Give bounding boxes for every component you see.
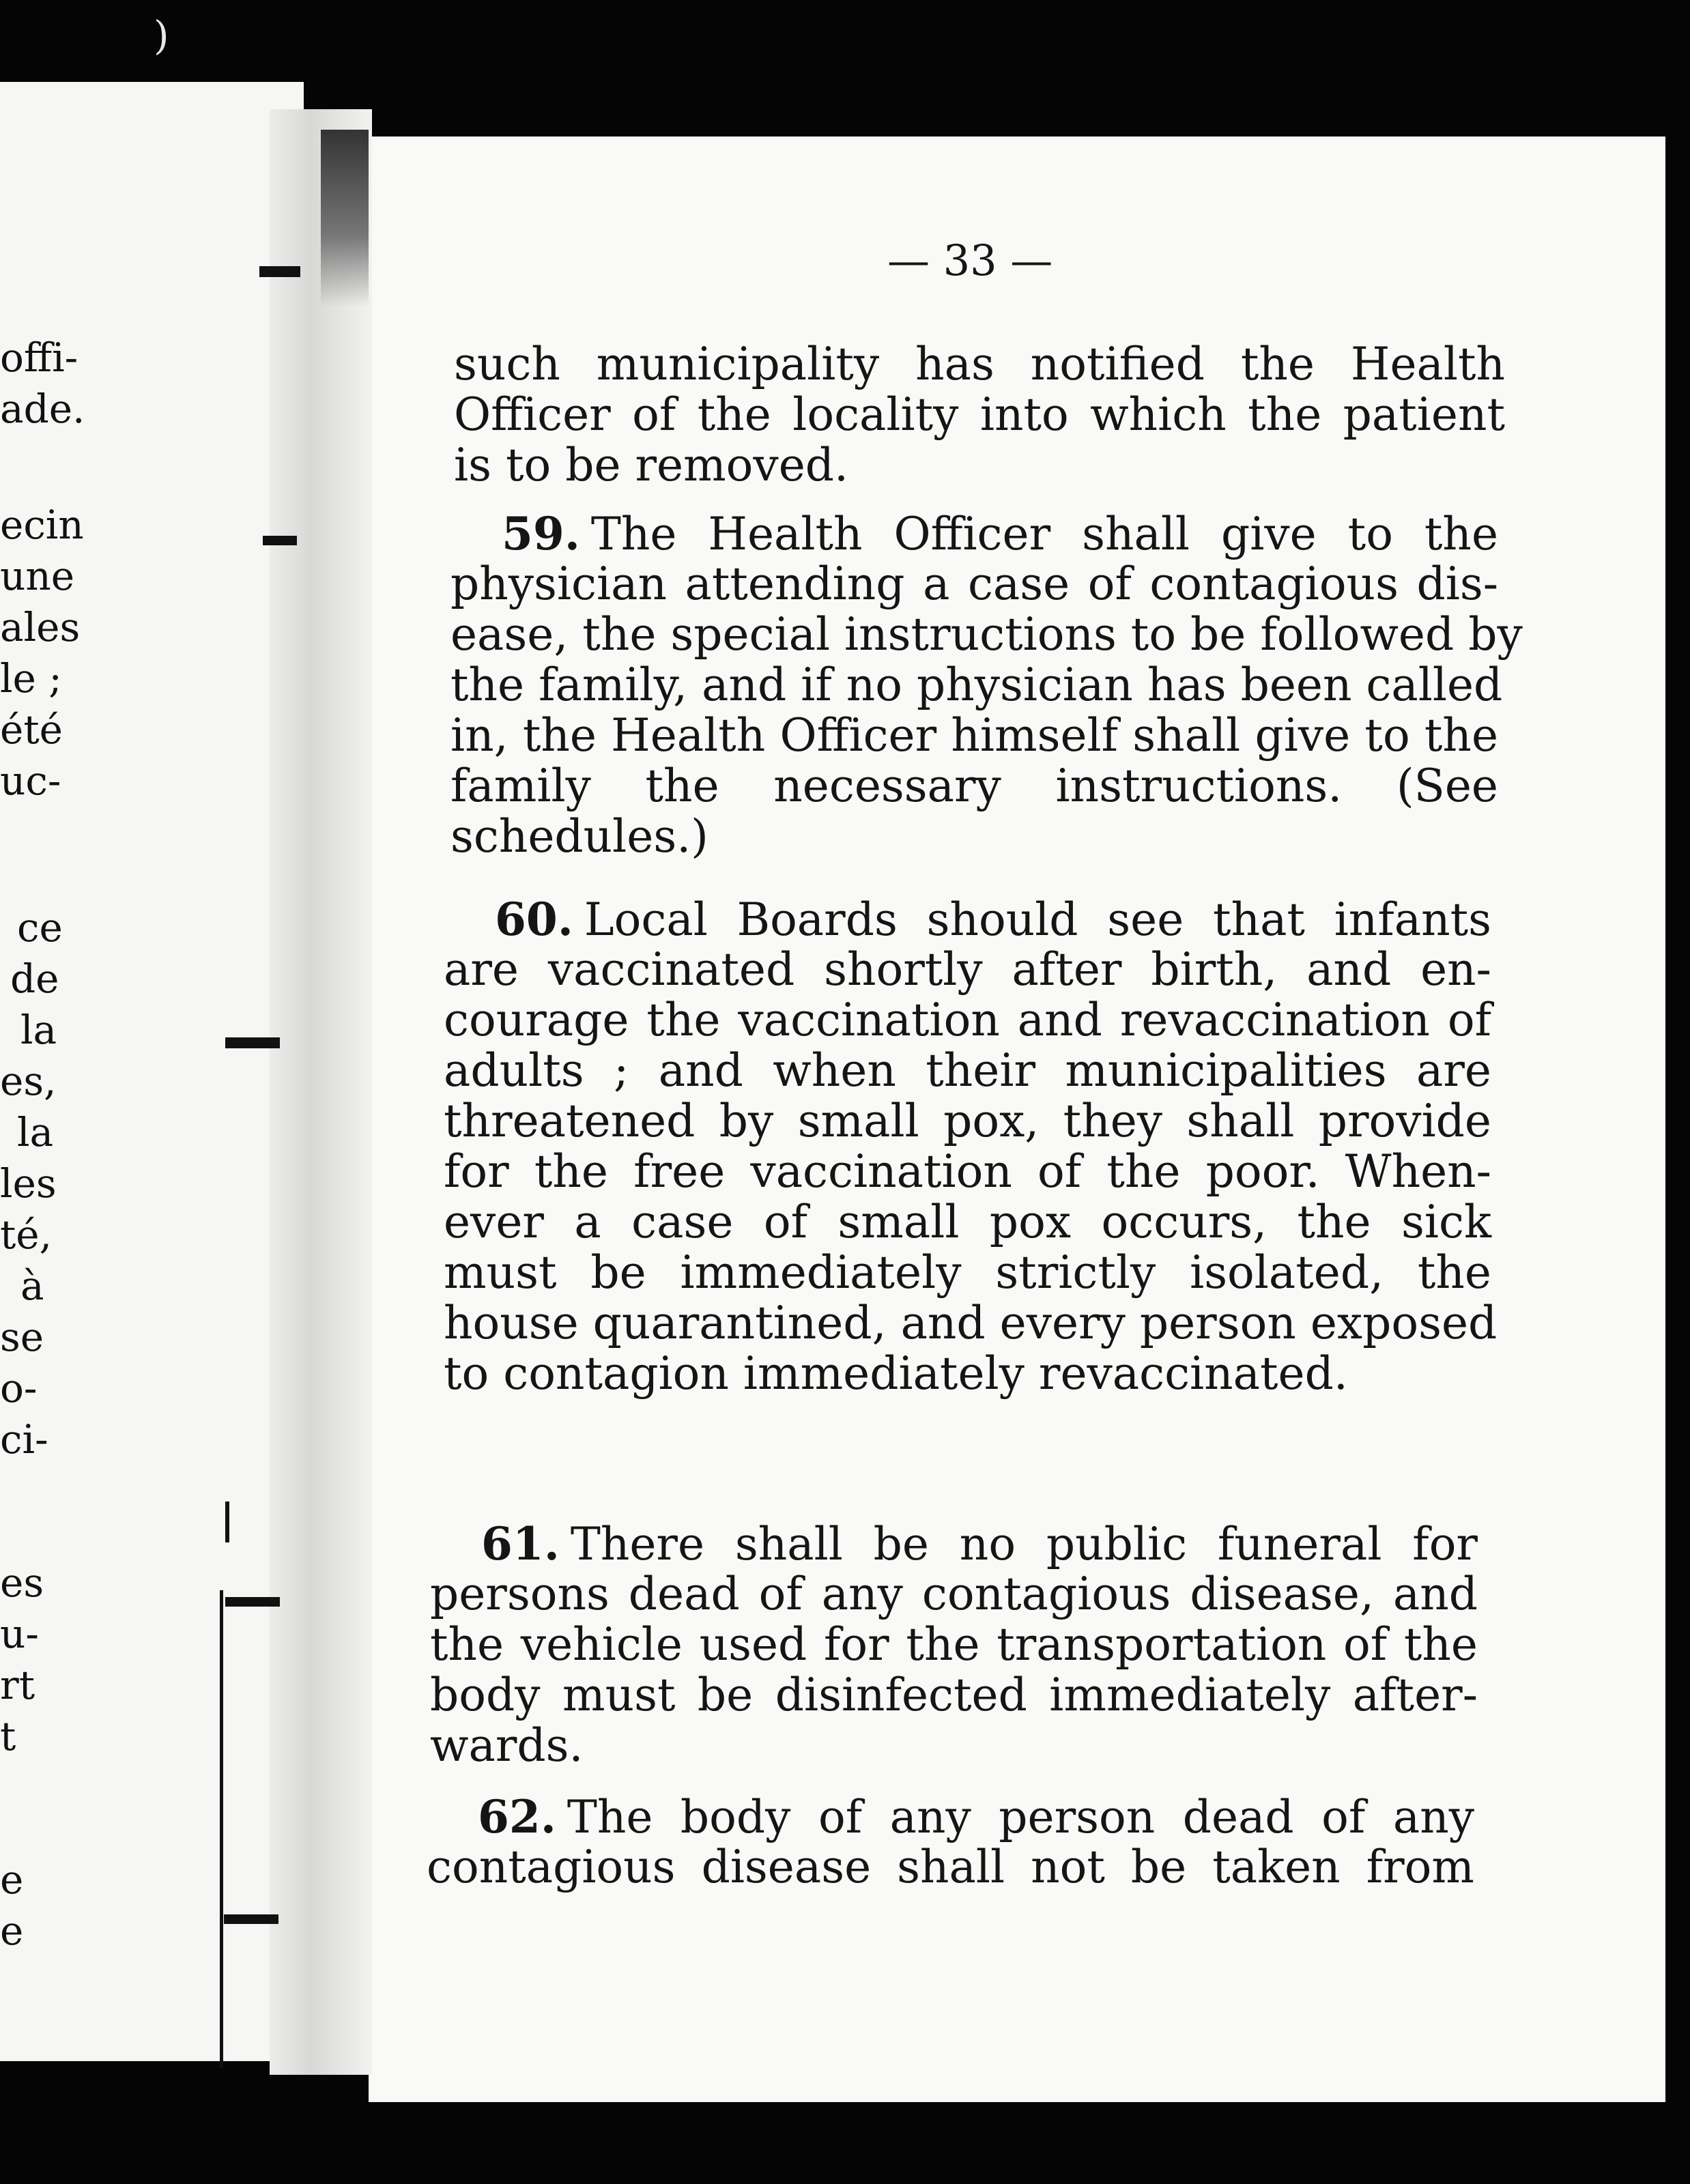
section-first-line: 61. There shall be no public funeral for (481, 1517, 1478, 1570)
stitch-mark (225, 1502, 229, 1542)
left-page-fragment: le ; (0, 655, 62, 702)
text-line: physician attending a case of contagious dis- (450, 558, 1498, 610)
thread-line (220, 1590, 223, 2068)
stitch-mark (225, 1597, 280, 1607)
text-line: house quarantined, and every person exposed (444, 1297, 1498, 1349)
left-page-fragment: se (0, 1314, 44, 1360)
gutter-shadow (321, 130, 369, 307)
left-page-fragment: t (0, 1713, 16, 1759)
left-page-fragment: ecin (0, 502, 84, 548)
stitch-mark (224, 1914, 278, 1924)
text-line: for the free vaccination of the poor. When- (444, 1145, 1491, 1198)
left-page (0, 82, 304, 2061)
left-page-fragment: ade. (0, 386, 85, 432)
left-page-fragment: o- (0, 1365, 38, 1411)
left-page-fragment: de (10, 956, 59, 1002)
left-page-fragment: ci- (0, 1416, 48, 1463)
left-page-fragment: rt (0, 1662, 35, 1708)
text-line: courage the vaccination and revaccination of (444, 994, 1491, 1046)
text-line: contagious disease shall not be taken from (427, 1841, 1474, 1893)
section-first-line: 60. Local Boards should see that infants (495, 893, 1491, 946)
stitch-mark (263, 536, 297, 545)
stitch-mark (225, 1037, 280, 1048)
left-page-fragment: u- (0, 1611, 39, 1657)
text-line: is to be removed. (454, 439, 848, 491)
text-line: threatened by small pox, they shall provide (444, 1095, 1491, 1147)
section-number: 60. (495, 893, 573, 946)
section-number: 61. (481, 1517, 560, 1570)
left-page-fragment: té, (0, 1211, 53, 1258)
section-first-line: 59. The Health Officer shall give to the (502, 507, 1498, 560)
left-page-fragment: ce (17, 904, 63, 951)
text-line: are vaccinated shortly after birth, and en- (444, 943, 1491, 996)
left-page-fragment: ales (0, 604, 81, 650)
text-line: wards. (430, 1719, 584, 1772)
left-page-fragment: es (0, 1560, 44, 1606)
text-line: in, the Health Officer himself shall give to the (450, 709, 1498, 762)
left-page-fragment: à (20, 1263, 44, 1309)
text-line: ease, the special instructions to be followed by (450, 608, 1523, 661)
text-line: family the necessary instructions. (See (450, 760, 1498, 812)
left-page-fragment: uc- (0, 758, 61, 804)
text-line: such municipality has notified the Health (454, 338, 1505, 390)
page-number: — 33 — (887, 235, 1053, 285)
text-line: persons dead of any contagious disease, and (430, 1568, 1478, 1620)
text-line: body must be disinfected immediately after- (430, 1669, 1478, 1721)
text-line: adults ; and when their municipalities are (444, 1044, 1491, 1097)
left-page-fragment: e (0, 1856, 24, 1903)
binding-gutter (270, 109, 372, 2075)
section-number: 62. (478, 1790, 556, 1843)
left-page-fragment: e (0, 1908, 24, 1954)
left-page-fragment: une (0, 553, 75, 599)
text-line: ever a case of small pox occurs, the sick (444, 1196, 1491, 1248)
left-page-fragment: la (17, 1109, 54, 1155)
left-page-fragment: été (0, 706, 63, 753)
text-line: to contagion immediately revaccinated. (444, 1347, 1348, 1400)
left-page-fragment: es, (0, 1058, 57, 1104)
text-line: Officer of the locality into which the patient (454, 388, 1505, 441)
stitch-mark (259, 266, 300, 277)
left-page-fragment: les (0, 1160, 57, 1207)
text-line: schedules.) (450, 810, 708, 863)
left-page-fragment: la (20, 1007, 57, 1053)
text-line: the family, and if no physician has been called (450, 659, 1503, 711)
section-first-line: 62. The body of any person dead of any (478, 1790, 1474, 1843)
text-line: the vehicle used for the transportation of the (430, 1618, 1478, 1671)
left-page-fragment: offi- (0, 334, 78, 381)
text-line: must be immediately strictly isolated, the (444, 1246, 1491, 1299)
corner-mark: ) (154, 12, 169, 59)
section-number: 59. (502, 507, 580, 560)
